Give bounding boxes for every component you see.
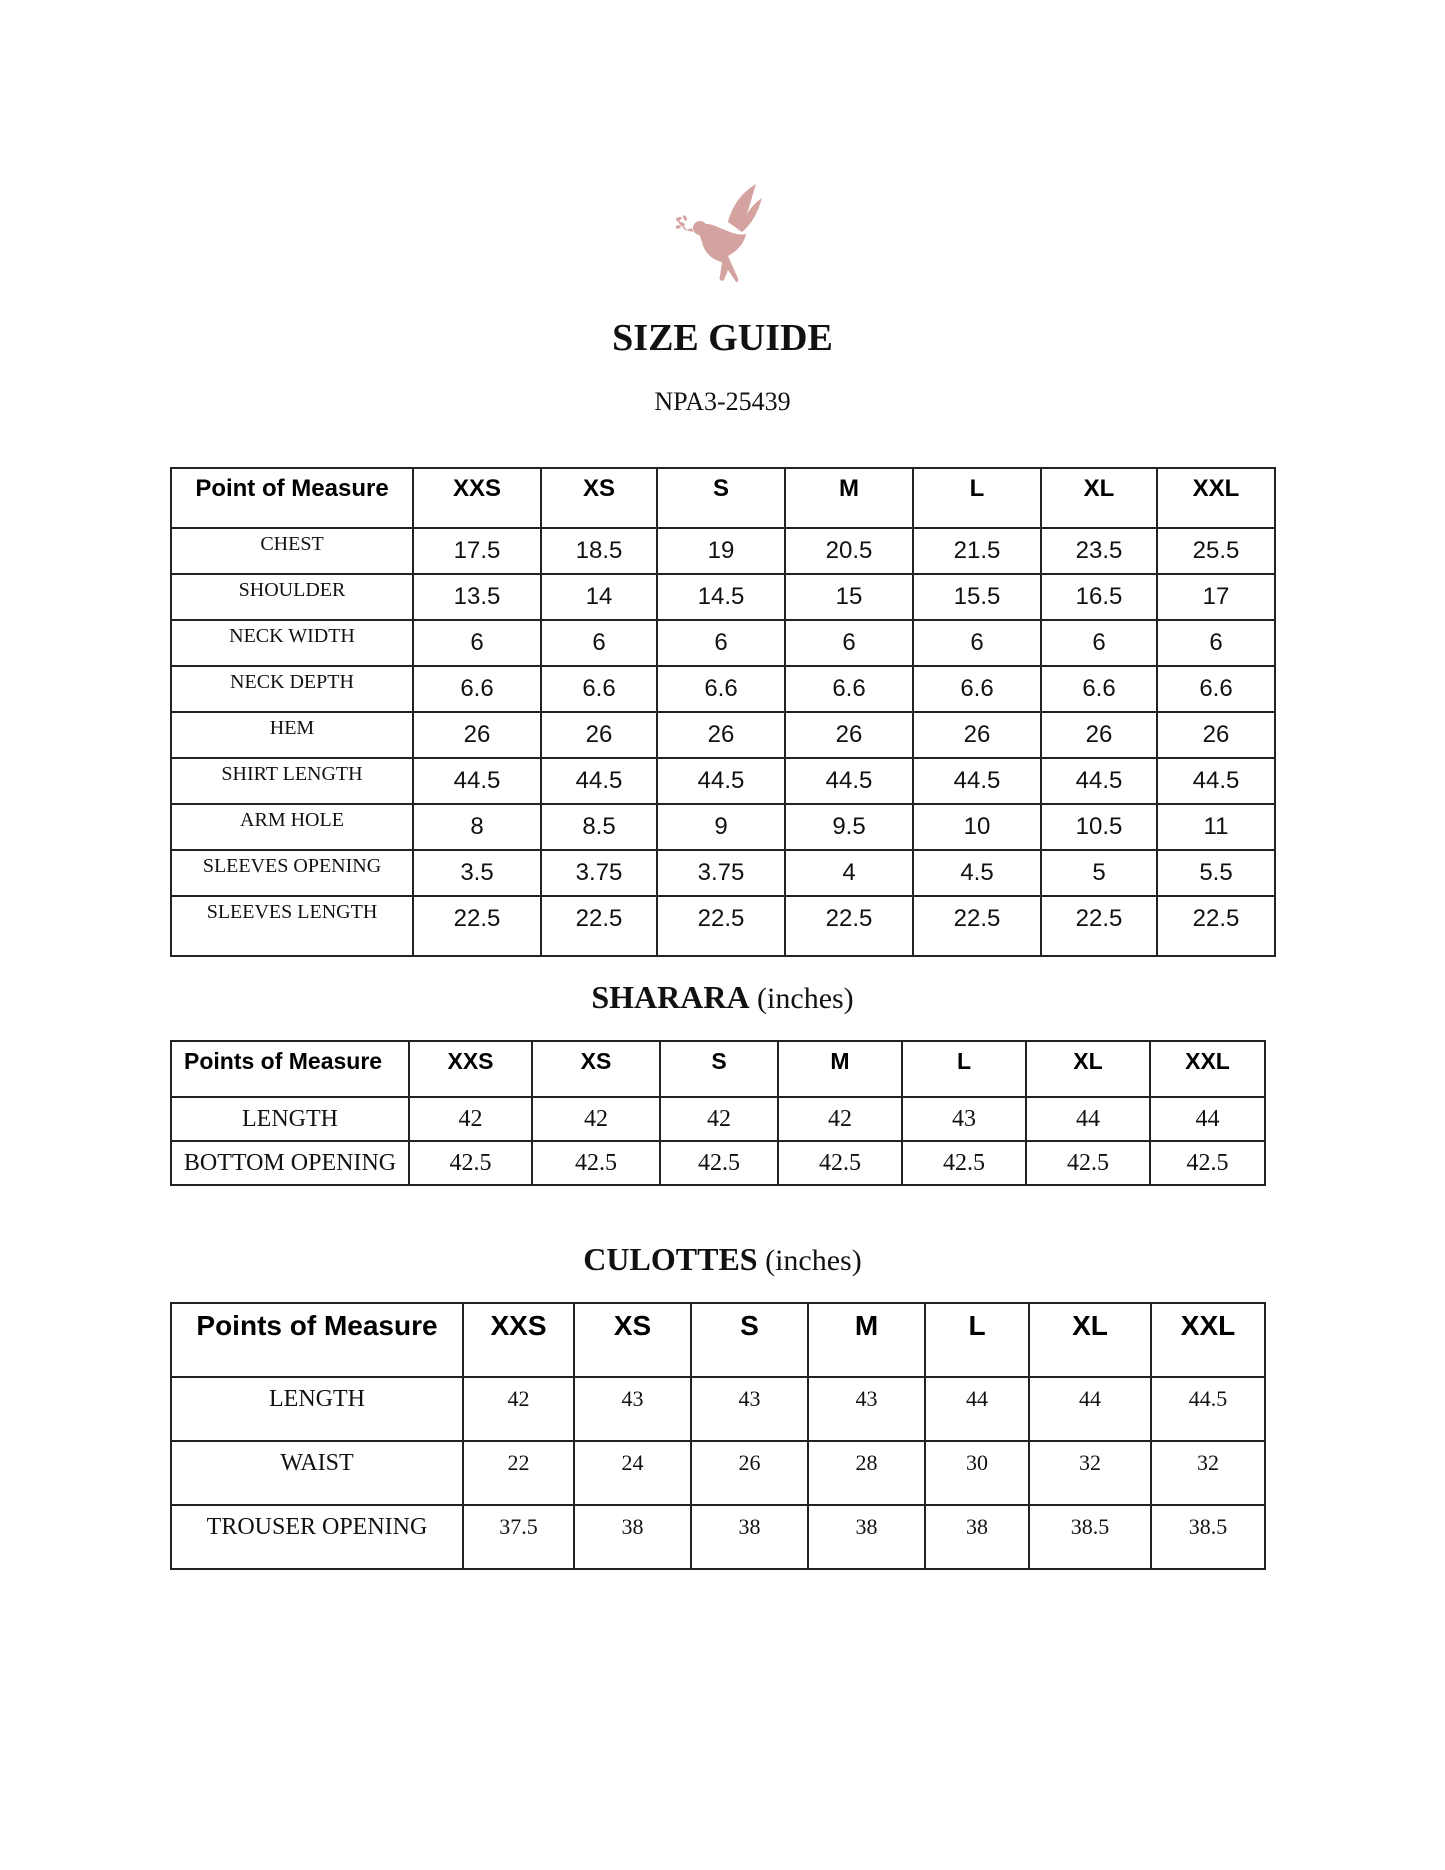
table-row — [171, 850, 1275, 896]
table-cell: 26 — [691, 1441, 808, 1505]
table-cell: 42.5 — [778, 1141, 902, 1185]
table-cell: 4.5 — [913, 850, 1041, 896]
table-cell: 44 — [1150, 1097, 1265, 1141]
table-cell: 44.5 — [913, 758, 1041, 804]
column-header-size: XS — [532, 1041, 660, 1097]
table-cell: 44.5 — [541, 758, 657, 804]
column-header-size: XXS — [413, 468, 541, 528]
table-cell: 10.5 — [1041, 804, 1157, 850]
table-cell: 6 — [913, 620, 1041, 666]
table-cell: 42.5 — [1026, 1141, 1150, 1185]
table-cell: 6.6 — [413, 666, 541, 712]
sharara-heading — [0, 978, 1445, 1018]
table-cell: 5.5 — [1157, 850, 1275, 896]
column-header-size: XL — [1029, 1303, 1151, 1377]
column-header-size: XXL — [1151, 1303, 1265, 1377]
sharara-title: SHARARA — [591, 979, 750, 1015]
row-label: CHEST — [171, 528, 413, 574]
row-label: WAIST — [171, 1441, 463, 1505]
table-cell: 26 — [913, 712, 1041, 758]
table-row — [171, 666, 1275, 712]
table-cell: 6.6 — [1041, 666, 1157, 712]
table-cell: 20.5 — [785, 528, 913, 574]
table-cell: 6 — [1157, 620, 1275, 666]
table-cell: 38 — [925, 1505, 1029, 1569]
row-label: ARM HOLE — [171, 804, 413, 850]
table-cell: 3.75 — [657, 850, 785, 896]
table-cell: 14 — [541, 574, 657, 620]
column-header-measure: Point of Measure — [171, 468, 413, 528]
table-cell: 43 — [574, 1377, 691, 1441]
table-row — [171, 1441, 1265, 1505]
table-cell: 26 — [541, 712, 657, 758]
table-cell: 11 — [1157, 804, 1275, 850]
table-cell: 22 — [463, 1441, 574, 1505]
column-header-size: XS — [574, 1303, 691, 1377]
table-cell: 38.5 — [1029, 1505, 1151, 1569]
culottes-unit: (inches) — [765, 1244, 862, 1277]
table-cell: 3.5 — [413, 850, 541, 896]
table-cell: 6 — [541, 620, 657, 666]
table-cell: 17 — [1157, 574, 1275, 620]
table-cell: 25.5 — [1157, 528, 1275, 574]
table-row — [171, 896, 1275, 956]
table-cell: 18.5 — [541, 528, 657, 574]
product-code: NPA3-25439 — [654, 387, 791, 416]
table-cell: 6 — [657, 620, 785, 666]
dove-logo-icon — [676, 178, 772, 286]
culottes-heading — [0, 1240, 1445, 1280]
table-cell: 44 — [1029, 1377, 1151, 1441]
table-header-row — [171, 468, 1275, 528]
table-cell: 5 — [1041, 850, 1157, 896]
table-cell: 44.5 — [1151, 1377, 1265, 1441]
table-cell: 44 — [1026, 1097, 1150, 1141]
column-header-size: M — [785, 468, 913, 528]
culottes-title: CULOTTES — [583, 1241, 758, 1277]
table-row — [171, 620, 1275, 666]
table-cell: 8 — [413, 804, 541, 850]
column-header-measure: Points of Measure — [171, 1303, 463, 1377]
table-cell: 42 — [660, 1097, 778, 1141]
row-label: SHIRT LENGTH — [171, 758, 413, 804]
table-cell: 42.5 — [902, 1141, 1026, 1185]
row-label: SHOULDER — [171, 574, 413, 620]
table-cell: 9 — [657, 804, 785, 850]
sharara-unit: (inches) — [757, 982, 854, 1015]
row-label: SLEEVES LENGTH — [171, 896, 413, 956]
culottes-size-table — [170, 1302, 1266, 1570]
table-row — [171, 1505, 1265, 1569]
table-row — [171, 1097, 1265, 1141]
table-cell: 22.5 — [413, 896, 541, 956]
table-cell: 32 — [1151, 1441, 1265, 1505]
column-header-size: S — [660, 1041, 778, 1097]
row-label: LENGTH — [171, 1097, 409, 1141]
table-cell: 44 — [925, 1377, 1029, 1441]
row-label: LENGTH — [171, 1377, 463, 1441]
column-header-size: XXL — [1157, 468, 1275, 528]
column-header-size: XS — [541, 468, 657, 528]
table-cell: 22.5 — [1041, 896, 1157, 956]
table-cell: 38.5 — [1151, 1505, 1265, 1569]
table-cell: 42 — [532, 1097, 660, 1141]
table-cell: 38 — [574, 1505, 691, 1569]
table-cell: 6.6 — [657, 666, 785, 712]
table-cell: 24 — [574, 1441, 691, 1505]
sharara-size-table — [170, 1040, 1266, 1186]
column-header-size: L — [913, 468, 1041, 528]
table-cell: 44.5 — [1041, 758, 1157, 804]
table-cell: 6 — [413, 620, 541, 666]
table-cell: 43 — [691, 1377, 808, 1441]
table-cell: 15.5 — [913, 574, 1041, 620]
table-cell: 42.5 — [660, 1141, 778, 1185]
column-header-size: L — [902, 1041, 1026, 1097]
shirt-size-table — [170, 467, 1276, 957]
table-cell: 22.5 — [1157, 896, 1275, 956]
table-cell: 6 — [785, 620, 913, 666]
table-cell: 26 — [1041, 712, 1157, 758]
table-cell: 32 — [1029, 1441, 1151, 1505]
table-cell: 26 — [413, 712, 541, 758]
table-cell: 3.75 — [541, 850, 657, 896]
table-cell: 26 — [657, 712, 785, 758]
column-header-size: M — [808, 1303, 925, 1377]
table-cell: 44.5 — [413, 758, 541, 804]
table-cell: 44.5 — [1157, 758, 1275, 804]
table-cell: 4 — [785, 850, 913, 896]
table-cell: 16.5 — [1041, 574, 1157, 620]
table-cell: 42.5 — [1150, 1141, 1265, 1185]
table-cell: 14.5 — [657, 574, 785, 620]
table-cell: 38 — [691, 1505, 808, 1569]
table-cell: 43 — [902, 1097, 1026, 1141]
page-title: SIZE GUIDE — [612, 317, 833, 359]
row-label: HEM — [171, 712, 413, 758]
column-header-size: XXS — [409, 1041, 532, 1097]
table-cell: 26 — [785, 712, 913, 758]
table-row — [171, 528, 1275, 574]
table-cell: 8.5 — [541, 804, 657, 850]
table-cell: 37.5 — [463, 1505, 574, 1569]
table-cell: 38 — [808, 1505, 925, 1569]
table-cell: 6.6 — [541, 666, 657, 712]
row-label: NECK DEPTH — [171, 666, 413, 712]
table-cell: 6.6 — [1157, 666, 1275, 712]
column-header-size: S — [691, 1303, 808, 1377]
table-cell: 23.5 — [1041, 528, 1157, 574]
column-header-size: M — [778, 1041, 902, 1097]
table-cell: 26 — [1157, 712, 1275, 758]
table-cell: 42 — [409, 1097, 532, 1141]
table-cell: 17.5 — [413, 528, 541, 574]
table-cell: 43 — [808, 1377, 925, 1441]
column-header-size: XL — [1026, 1041, 1150, 1097]
row-label: SLEEVES OPENING — [171, 850, 413, 896]
table-cell: 21.5 — [913, 528, 1041, 574]
column-header-size: S — [657, 468, 785, 528]
column-header-measure: Points of Measure — [171, 1041, 409, 1097]
column-header-size: L — [925, 1303, 1029, 1377]
table-cell: 42.5 — [532, 1141, 660, 1185]
table-cell: 28 — [808, 1441, 925, 1505]
table-row — [171, 758, 1275, 804]
table-cell: 15 — [785, 574, 913, 620]
table-cell: 42.5 — [409, 1141, 532, 1185]
table-cell: 42 — [778, 1097, 902, 1141]
table-cell: 9.5 — [785, 804, 913, 850]
table-cell: 22.5 — [657, 896, 785, 956]
column-header-size: XXL — [1150, 1041, 1265, 1097]
table-cell: 10 — [913, 804, 1041, 850]
table-cell: 22.5 — [913, 896, 1041, 956]
table-cell: 6.6 — [913, 666, 1041, 712]
column-header-size: XXS — [463, 1303, 574, 1377]
table-row — [171, 1141, 1265, 1185]
column-header-size: XL — [1041, 468, 1157, 528]
table-row — [171, 574, 1275, 620]
table-header-row — [171, 1303, 1265, 1377]
row-label: NECK WIDTH — [171, 620, 413, 666]
table-cell: 22.5 — [785, 896, 913, 956]
table-cell: 19 — [657, 528, 785, 574]
table-row — [171, 804, 1275, 850]
table-cell: 30 — [925, 1441, 1029, 1505]
table-cell: 42 — [463, 1377, 574, 1441]
table-cell: 44.5 — [785, 758, 913, 804]
table-cell: 13.5 — [413, 574, 541, 620]
table-cell: 22.5 — [541, 896, 657, 956]
row-label: TROUSER OPENING — [171, 1505, 463, 1569]
table-cell: 44.5 — [657, 758, 785, 804]
table-cell: 6 — [1041, 620, 1157, 666]
table-row — [171, 712, 1275, 758]
row-label: BOTTOM OPENING — [171, 1141, 409, 1185]
table-row — [171, 1377, 1265, 1441]
table-header-row — [171, 1041, 1265, 1097]
table-cell: 6.6 — [785, 666, 913, 712]
